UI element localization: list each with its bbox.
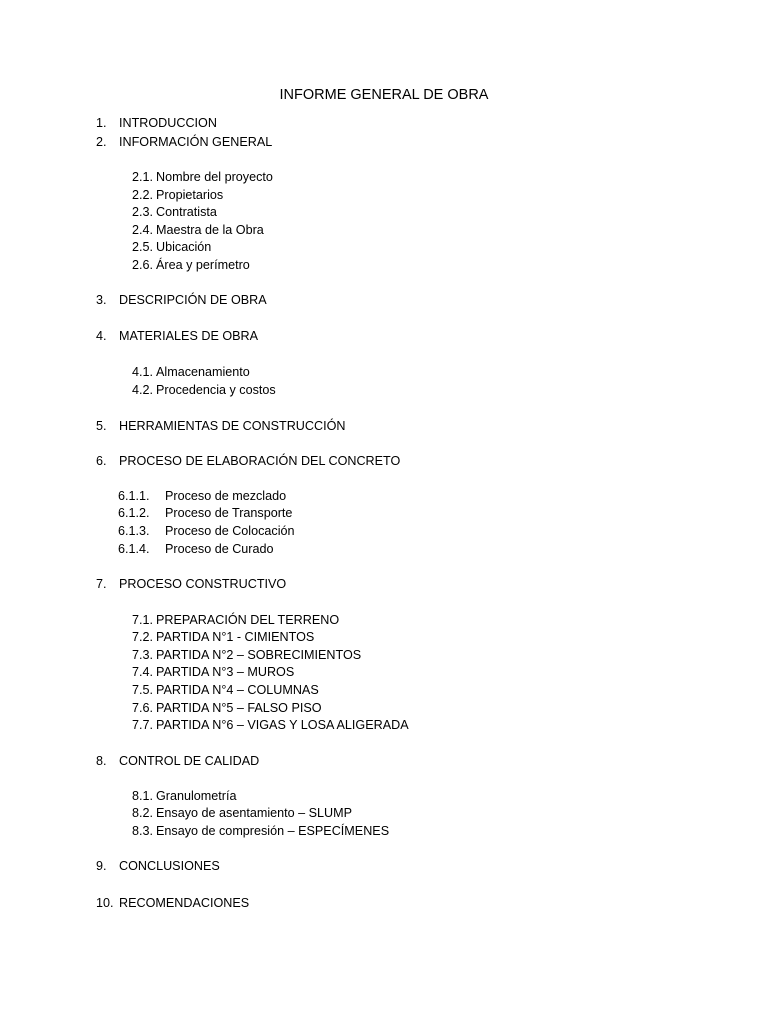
toc-item-number: 2.2. <box>132 188 154 202</box>
toc-item-number: 4.2. <box>132 383 154 397</box>
toc-item-text: Ensayo de asentamiento – SLUMP <box>156 806 353 820</box>
toc-item-text: PARTIDA N°4 – COLUMNAS <box>156 683 319 697</box>
toc-item-text: INFORMACIÓN GENERAL <box>119 135 273 149</box>
toc-item-number: 6.1.2. <box>118 506 150 520</box>
toc-item-text: Ensayo de compresión – ESPECÍMENES <box>156 824 390 838</box>
toc-item-number: 9. <box>96 859 107 873</box>
toc-item-number: 4. <box>96 329 107 343</box>
toc-item-text: PARTIDA N°6 – VIGAS Y LOSA ALIGERADA <box>156 718 409 732</box>
toc-item-text: PREPARACIÓN DEL TERRENO <box>156 613 340 627</box>
toc-item-number: 8.3. <box>132 824 154 838</box>
toc-item-text: Proceso de Transporte <box>165 506 293 520</box>
toc-item-text: PARTIDA N°3 – MUROS <box>156 665 295 679</box>
toc-item-number: 7.1. <box>132 613 154 627</box>
toc-item-text: RECOMENDACIONES <box>119 896 250 910</box>
toc-item-number: 2.3. <box>132 205 154 219</box>
toc-item-number: 6.1.4. <box>118 542 150 556</box>
toc-item-text: PROCESO DE ELABORACIÓN DEL CONCRETO <box>119 454 401 468</box>
toc-item-number: 8. <box>96 754 107 768</box>
toc-item-text: PARTIDA N°5 – FALSO PISO <box>156 701 322 715</box>
toc-item-text: Ubicación <box>156 240 212 254</box>
toc-item-text: Contratista <box>156 205 217 219</box>
toc-item-number: 7.3. <box>132 648 154 662</box>
toc-item-text: PARTIDA N°1 - CIMIENTOS <box>156 630 315 644</box>
toc-item-number: 7.6. <box>132 701 154 715</box>
toc-item-text: CONCLUSIONES <box>119 859 220 873</box>
toc-item-number: 3. <box>96 293 107 307</box>
toc-item-number: 6. <box>96 454 107 468</box>
toc-item-number: 5. <box>96 419 107 433</box>
toc-item-number: 2.6. <box>132 258 154 272</box>
toc-item-number: 7.2. <box>132 630 154 644</box>
toc-item-number: 8.1. <box>132 789 154 803</box>
document-title: INFORME GENERAL DE OBRA <box>279 87 489 103</box>
toc-item-text: Área y perímetro <box>156 258 250 272</box>
toc-item-text: MATERIALES DE OBRA <box>119 329 259 343</box>
toc-item-text: CONTROL DE CALIDAD <box>119 754 260 768</box>
toc-item-number: 2.1. <box>132 170 154 184</box>
toc-item-text: Proceso de Colocación <box>165 524 295 538</box>
toc-item-number: 7.7. <box>132 718 154 732</box>
toc-item-text: DESCRIPCIÓN DE OBRA <box>119 293 267 307</box>
toc-item-text: INTRODUCCION <box>119 116 217 130</box>
toc-item-text: Proceso de Curado <box>165 542 274 556</box>
toc-item-number: 7. <box>96 577 107 591</box>
toc-item-number: 1. <box>96 116 107 130</box>
toc-item-number: 4.1. <box>132 365 154 379</box>
toc-item-number: 6.1.3. <box>118 524 150 538</box>
toc-item-number: 2.5. <box>132 240 154 254</box>
toc-item-text: PROCESO CONSTRUCTIVO <box>119 577 287 591</box>
toc-item-number: 8.2. <box>132 806 154 820</box>
toc-item-number: 6.1.1. <box>118 489 150 503</box>
toc-item-text: Propietarios <box>156 188 224 202</box>
toc-item-text: Procedencia y costos <box>156 383 276 397</box>
toc-item-number: 2. <box>96 135 107 149</box>
toc-item-text: HERRAMIENTAS DE CONSTRUCCIÓN <box>119 419 346 433</box>
toc-item-text: Nombre del proyecto <box>156 170 273 184</box>
toc-item-number: 7.5. <box>132 683 154 697</box>
toc-item-text: Almacenamiento <box>156 365 250 379</box>
toc-item-number: 7.4. <box>132 665 154 679</box>
toc-item-text: PARTIDA N°2 – SOBRECIMIENTOS <box>156 648 362 662</box>
toc-item-number: 10. <box>96 896 114 910</box>
toc-item-text: Proceso de mezclado <box>165 489 287 503</box>
toc-item-text: Maestra de la Obra <box>156 223 264 237</box>
toc-item-text: Granulometría <box>156 789 237 803</box>
toc-item-number: 2.4. <box>132 223 154 237</box>
